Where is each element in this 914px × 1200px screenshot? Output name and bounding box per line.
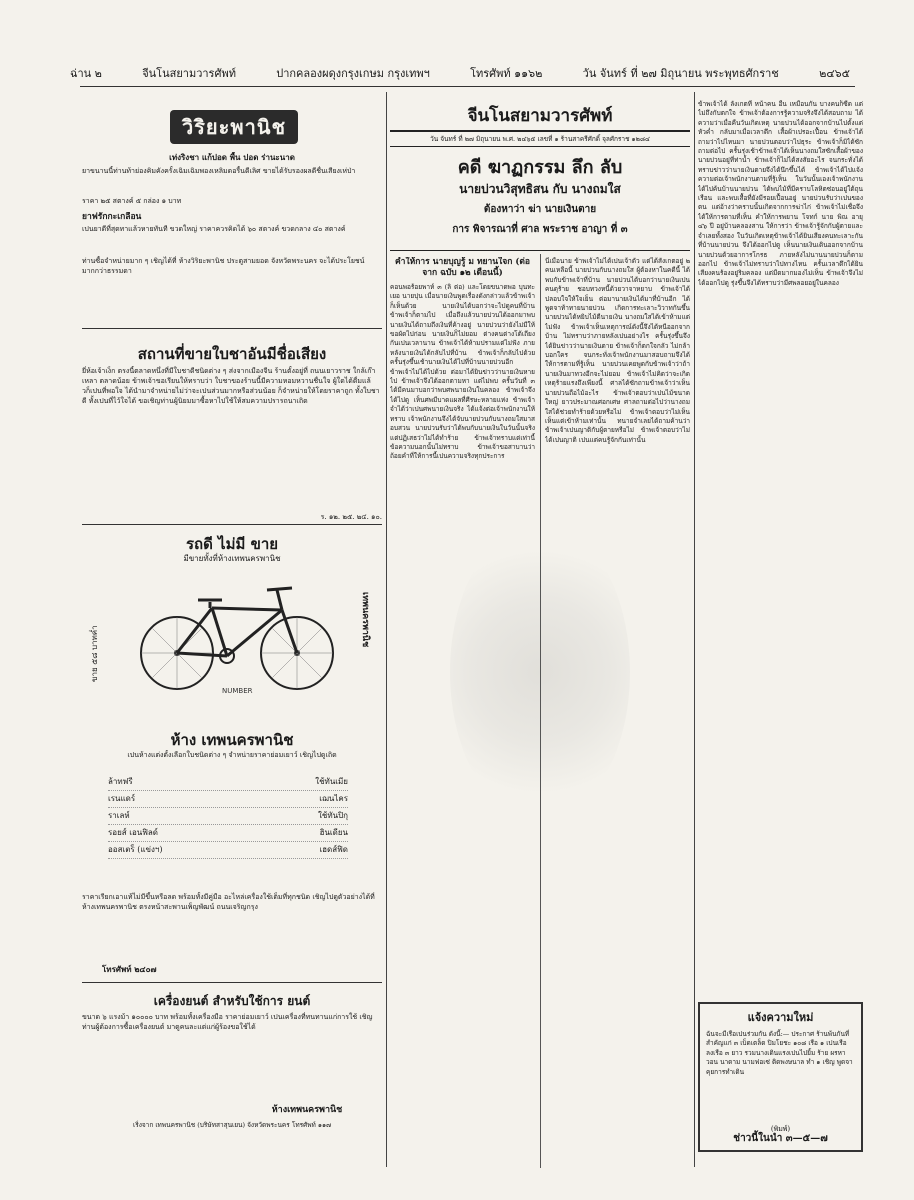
ad-headline: เท่งริงชา แก้ปอด พื้น ปอด ร่านะนาด xyxy=(169,152,295,162)
column-divider xyxy=(386,92,387,1167)
article-subheadline-2: ต้องหาว่า ฆ่า นายเงินตาย xyxy=(483,204,597,215)
masthead: จีนโนสยามวารศัพท์ xyxy=(467,106,613,126)
article-text: นี่เมื่อนาย ข้าพเจ้าไม่ได้เปนเจ้าตัว แต่ได้สังเกตอยู่ ๒ คนเหลือนี้ นายบ่วนกับนางถมใส ผู้ต้องหาในคดีนี้ ได้พบกับข้าพเจ้าที่บ้าน นายบ่วนได้บอกว่านายเงินเปนคนดุร้าย ชอบทวงหนี้ด้วยวาจาหยาบ ข้าพเจ้าได้ปลอบใจให้ใจเย็น ต่อมานายเงินได้มาที่บ้านอีก ได้พูดจาท้าทายนายบ่วน เกิดการทะเลาะวิวาทกันขึ้น นายบ่วนได้หยิบไม้ตีนายเงิน นางถมใสได้เข้าห้ามแต่ไม่ฟัง ข้าพเจ้าเห็นเหตุการณ์ดังนี้จึงได้หนีออกจากบ้าน ไม่ทราบว่าภายหลังเปนอย่างไร ครั้นรุ่งขึ้นจึงได้ยินข่าวว่านายเงินตาย ข้าพเจ้าก็ตกใจกลัว ไม่กล้าบอกใคร จนกระทั่งเจ้าพนักงานมาสอบถามจึงได้ให้การตามที่รู้เห็น นายบ่วนเคยพูดกับข้าพเจ้าว่าถ้านายเงินมาทวงอีกจะไม่ยอม ข้าพเจ้าไม่คิดว่าจะเกิดเหตุร้ายแรงถึงเพียงนี้ ศาลได้ซักถามข้าพเจ้าว่าเห็นนายบ่วนถือไม้อะไร ข้าพเจ้าตอบว่าเปนไม้ขนาดใหญ่ ยาวประมาณศอกเศษ ศาลถามต่อไปว่านางถมใสได้ช่วยทำร้ายด้วยหรือไม่ ข้าพเจ้าตอบว่าไม่เห็น เห็นแต่เข้าห้ามเท่านั้น ทนายจำเลยได้ถามค้านว่าข้าพเจ้าเปนญาติกับผู้ตายหรือไม่ ข้าพเจ้าตอบว่าไม่ได้เปนญาติ เปนแต่คนรู้จักกันเท่านั้น xyxy=(545,257,690,444)
tea-ad-body: ยี่ห้อเจ้าเง็ก ตรงนี้ตลาดหนึ่งที่มีใบชาดีชนิดต่าง ๆ ส่งจากเมืองจีน ร้านตั้งอยู่ที่ ถนนเยาวราช ใกล้เก๊าเหลา ตลาดน้อย ข้าพเจ้าขอเรียนให้ทราบว่า ใบชาของร้านนี้มีความหอมหวานชื่นใจ ผู้ใดได้ดื่มแล้วก็เปนที่พอใจ ได้นำมาจำหน่ายไม่ว่าจะเปนส่วนมากหรือส่วนน้อย ก็จำหน่ายให้โดยราคาถูก ทั้งใบชาดี ทั้งเปนที่ไว้ใจได้ ขอเชิญท่านผู้นิยมมาซื้อหาไปใช้ให้สมความปรารถนาเถิด xyxy=(82,367,380,405)
engine-ad-footer: เริ่งจาก เทพนครพานิช (บริษัทสาสุนเยน) จังหวัดพระนคร โทรศัพท์ ๑๑๗ xyxy=(132,1121,332,1129)
article-headline: คดี ฆาฏกรรม ลึก ลับ xyxy=(457,157,623,178)
ad-body-2: เปนยาดีที่สุดทาแล้วหายทันที ขวดใหญ่ ราคาควรคิดได้ ๖๐ สตางค์ ขวดกลาง ๔๐ สตางค์ xyxy=(82,225,346,233)
table-row: ล้าทฟรี ใช้ทันเมีย xyxy=(108,774,348,791)
notice-signed: (พิมพ์) xyxy=(770,1125,791,1133)
middle-column xyxy=(390,92,690,1172)
left-column xyxy=(82,92,382,1170)
ad-subhead: ยาฟรักกะเกลื่อน xyxy=(82,212,142,222)
testimony-heading: คำให้การ นายบุญรู้ ม ทยานใจก (ต่อ จาก ฉบับ ๑๒ เดือนนี้) xyxy=(395,257,530,278)
section-rule xyxy=(390,250,690,251)
bike-brand-table xyxy=(108,774,348,859)
dateline: วัน จันทร์ ที่ ๒๗ มิถุนายน พ.ศ. ๒๔๖๕ เลขที่ ๑ ร้านสาครีศักดิ์ จุลศักราช ๑๒๘๔ xyxy=(390,134,690,147)
table-row: ออสเตร็ (แข่งฯ) เฮดส์ฟิด xyxy=(108,842,348,859)
bike-ad-title: รถดี ไม่มี ขาย xyxy=(185,535,279,553)
bike-ad-footer: ราคาเรียกเอาแท้ไม่มีขึ้นหรือลด พร้อมทั้งมีคู่มือ อะไหล่เครื่องใช้เต็มที่ทุกชนิด เชิญไปดูตัวอย่างได้ที่ ห้างเทพนครพานิช ตรงหน้าสะพานเพ็ญพัฒน์ ถนนเจริญกรุง xyxy=(82,893,375,911)
article-text: คอนพอร้อยพาห์ ๓ (ลิ ต่อ) และโดยขนาดพอ บุนทะเยอ นายบุ่น เมื่อนายเงินพูดเรื่องดังกล่าวแล้วข้าพเจ้าก็เห็นด้วย นายเงินได้บอกว่าจะไปดูคนที่บ้าน ข้าพเจ้าก็ตามไป เมื่อถึงแล้วนายบ่วนได้ออกมาพบ นายเงินได้ถามถึงเงินที่ค้างอยู่ นายบ่วนว่ายังไม่มีให้ ขอผัดไปก่อน นายเงินก็ไม่ยอม ต่างคนต่างโต้เถียงกันเปนเวลานาน ข้าพเจ้าได้ห้ามปรามแต่ไม่ฟัง ภายหลังนายเงินได้กลับไปที่บ้าน ข้าพเจ้าก็กลับไปด้วย ครั้นรุ่งขึ้นเช้านายเงินได้ไปที่บ้านนายบ่วนอีก ข้าพเจ้าไม่ได้ไปด้วย ต่อมาได้ยินข่าวว่านายเงินหายไป ข้าพเจ้าจึงได้ออกตามหา แต่ไม่พบ ครั้นวันที่ ๓ ได้มีคนมาบอกว่าพบศพนายเงินในคลอง ข้าพเจ้าจึงได้ไปดู เห็นศพมีบาดแผลที่ศีรษะหลายแห่ง ข้าพเจ้าจำได้ว่าเปนศพนายเงินจริง ได้แจ้งต่อเจ้าพนักงานให้ทราบ เจ้าพนักงานจึงได้จับนายบ่วนกับนางถมใสมาสอบสวน นายบ่วนรับว่าได้พบกับนายเงินในวันนั้นจริง แต่ปฏิเสธว่าไม่ได้ทำร้าย ข้าพเจ้าทราบแต่เท่านี้ ข้อความนอกนั้นไม่ทราบ ข้าพเจ้าขอสาบานว่าถ้อยคำที่ให้การนี้เปนความจริงทุกประการ xyxy=(390,283,535,461)
section-rule xyxy=(82,982,382,983)
article-column-b xyxy=(545,257,690,1167)
ad-price: ราคา ๒๕ สตางค์ ๕ กล่อง ๑ บาท xyxy=(82,197,182,205)
office-address: ปากคลองผดุงกรุงเกษม กรุงเทพฯ xyxy=(276,67,430,80)
ad-viriya xyxy=(82,100,382,320)
bicycle-illustration xyxy=(122,568,352,698)
article-text: ข้าพเจ้าได้ ลังเกตที่ หน้าคน อื่น เหมือนกัน บางคนก็ซีด แต่ไม่ถึงกับตกใจ ข้าพเจ้าต้องการรู้ความจริงจึงได้สอบถาม ได้ความว่าเมื่อคืนวันเกิดเหตุ นายบ่วนได้ออกจากบ้านไปตั้งแต่หัวค่ำ กลับมาเมื่อเวลาดึก เสื้อผ้าเปรอะเปื้อน ข้าพเจ้าได้ถามว่าไปไหนมา นายบ่วนตอบว่าไปธุระ ข้าพเจ้าก็มิได้ซักถามต่อไป ครั้นรุ่งเช้าข้าพเจ้าได้เห็นนางถมใสซักเสื้อผ้าของนายบ่วนอยู่ที่ท่าน้ำ ข้าพเจ้าก็ไม่ได้สงสัยอะไร จนกระทั่งได้ทราบข่าวว่านายเงินตายจึงได้นึกขึ้นได้ ข้าพเจ้าได้ไปแจ้งความต่อเจ้าพนักงานตามที่รู้เห็น ในวันนั้นเองเจ้าพนักงานได้ไปค้นบ้านนายบ่วน ได้พบไม้ที่มีคราบโลหิตซ่อนอยู่ใต้ถุนเรือน และพบเสื้อที่ยังมีรอยเปื้อนอยู่ นายบ่วนรับว่าเปนของตน แต่อ้างว่าคราบนั้นเกิดจากการฆ่าไก่ ข้าพเจ้าไม่เชื่อจึงได้ให้การตามที่เห็น คำให้การพยาน โจทก์ นาย พิณ อายุ ๔๖ ปี อยู่บ้านคลองสาน ให้การว่า ข้าพเจ้ารู้จักกับผู้ตายและจำเลยทั้งสอง ในวันเกิดเหตุข้าพเจ้าได้ยินเสียงคนทะเลาะกันที่บ้านนายบ่วน จึงได้ออกไปดู เห็นนายเงินเดินออกจากบ้านนายบ่วนด้วยอาการโกรธ ภายหลังไม่นานนายบ่วนก็ตามออกไป ข้าพเจ้าไม่ทราบว่าไปทางไหน ครั้นเวลาดึกได้ยินเสียงคนร้องอยู่ริมคลอง แต่มืดมากมองไม่เห็น ข้าพเจ้าจึงไม่ได้ออกไปดู รุ่งขึ้นจึงได้ทราบว่ามีศพลอยอยู่ในคลอง xyxy=(698,100,863,287)
ad-body: ยาขนานนี้ท่านท้าย่องคิมคังครั้งเฉิมเฉิมพองเหลิมดอรื้นดีเลิศ ขายได้รับรองผลดีชื่นเสียงเห่ป่า xyxy=(82,167,356,175)
article-column-a xyxy=(390,257,535,1167)
bike-side-text-right: เทพนครพานิช xyxy=(360,592,370,648)
phone-number: โทรศัพท์ ๑๑๖๒ xyxy=(470,67,543,80)
engine-ad-body: ขนาด ๖ แรงม้า ๑๐๐๐๐ บาท พร้อมทั้งเครื่องมือ ราคาย่อมเยาว์ เปนเครื่องที่ทนทานแก่การใช้ เชิญท่านผู้ต้องการซื้อเครื่องยนต์ มาดูคนละแต่แก่ผู้ร้องขอใช้ได้ xyxy=(82,1013,373,1031)
masthead-rule xyxy=(390,130,690,132)
section-rule xyxy=(82,328,382,329)
tea-ad-signature: ร. ๑๒. ๒๕. ๒๔. ๑๐. xyxy=(320,513,382,521)
notice-box xyxy=(698,1002,863,1152)
bike-model-label: NUMBER xyxy=(222,687,253,695)
article-subheadline: นายบ่วนวิสุทธิสน กับ นางถมใส xyxy=(459,182,621,196)
article-subheadline-3: การ พิจารณาที่ ศาล พระราช อาญา ที่ ๓ xyxy=(452,224,628,235)
bike-shop-intro: เปนห้างแต่งตั้งเลือกใบชนิดต่าง ๆ จำหน่ายราคาย่อมเยาว์ เชิญไปดูเถิด xyxy=(127,751,337,759)
table-row: เรนแดร์ เฌนไคร xyxy=(108,791,348,808)
header-rule xyxy=(80,86,855,87)
bike-side-text-left: ขาย ๕๘ บาทค่ำ xyxy=(90,625,99,682)
bike-ad-subtitle: มีขายทั้งที่ห้างเทพนครพานิช xyxy=(183,554,281,563)
issue-year: ๒๔๖๕ xyxy=(819,67,850,80)
issue-date: วัน จันทร์ ที่ ๒๗ มิถุนายน พระพุทธศักราช xyxy=(582,67,779,80)
table-row: ราเลห์ ใช้ทันปิกุ xyxy=(108,808,348,825)
ad-contact: ท่านซื้อจำหน่ายมาก ๆ เชิญได้ที่ ห้างวิริยะพานิช ประตูสามยอด จังหวัดพระนคร จะได้ประโยชน์มากกว่าธรรมดา xyxy=(82,257,365,275)
engine-ad-signed: ห้างเทพนครพานิช xyxy=(271,1105,343,1115)
engine-ad-title: เครื่องยนต์ สำหรับใช้การ ยนต์ xyxy=(153,994,311,1008)
ad-banner: วิริยะพานิช xyxy=(170,110,298,144)
page-label: ฉ่าน ๒ xyxy=(70,67,102,80)
running-head xyxy=(70,62,850,84)
section-rule xyxy=(82,524,382,525)
table-row: รอยส์ เอนฟิลด์ ฮินเดียน xyxy=(108,825,348,842)
column-divider xyxy=(694,92,695,1167)
notice-title: แจ้งความใหม่ xyxy=(747,1011,814,1024)
bike-ad-phone: โทรศัพท์ ๒๔๐๗ xyxy=(102,964,157,974)
notice-date: ช่าวนี้ในนำ ๓—๕—๗ xyxy=(733,1133,828,1144)
notice-body: ฉันจะมีเรือเปนร่วมกัน ดังนี้:— ประกาศ ร้านพ้นกันที่สำคัญแก่ ๓ เบ็ดเตล็ด ปิมโยชะ ๑๐๘ เรือ ๑ เปนเรือ ลงเรือ ๓ ยาว รวมนางเดินแรงเปนไปยิ้ม ร้าย ผรหาวอน นาดาม นามฟอเซ่ ติดพงษนาล ทำ ๑ เชิญ พูดจาคุยการทำเดิน xyxy=(706,1030,853,1076)
tea-ad-title: สถานที่ขายใบชาอันมีชื่อเสียง xyxy=(137,345,327,363)
subcolumn-divider xyxy=(540,254,541,1168)
bike-shop-name: ห้าง เทพนครพานิช xyxy=(170,731,294,749)
right-column xyxy=(698,92,863,1172)
paper-name: จีนโนสยามวารศัพท์ xyxy=(142,67,236,80)
